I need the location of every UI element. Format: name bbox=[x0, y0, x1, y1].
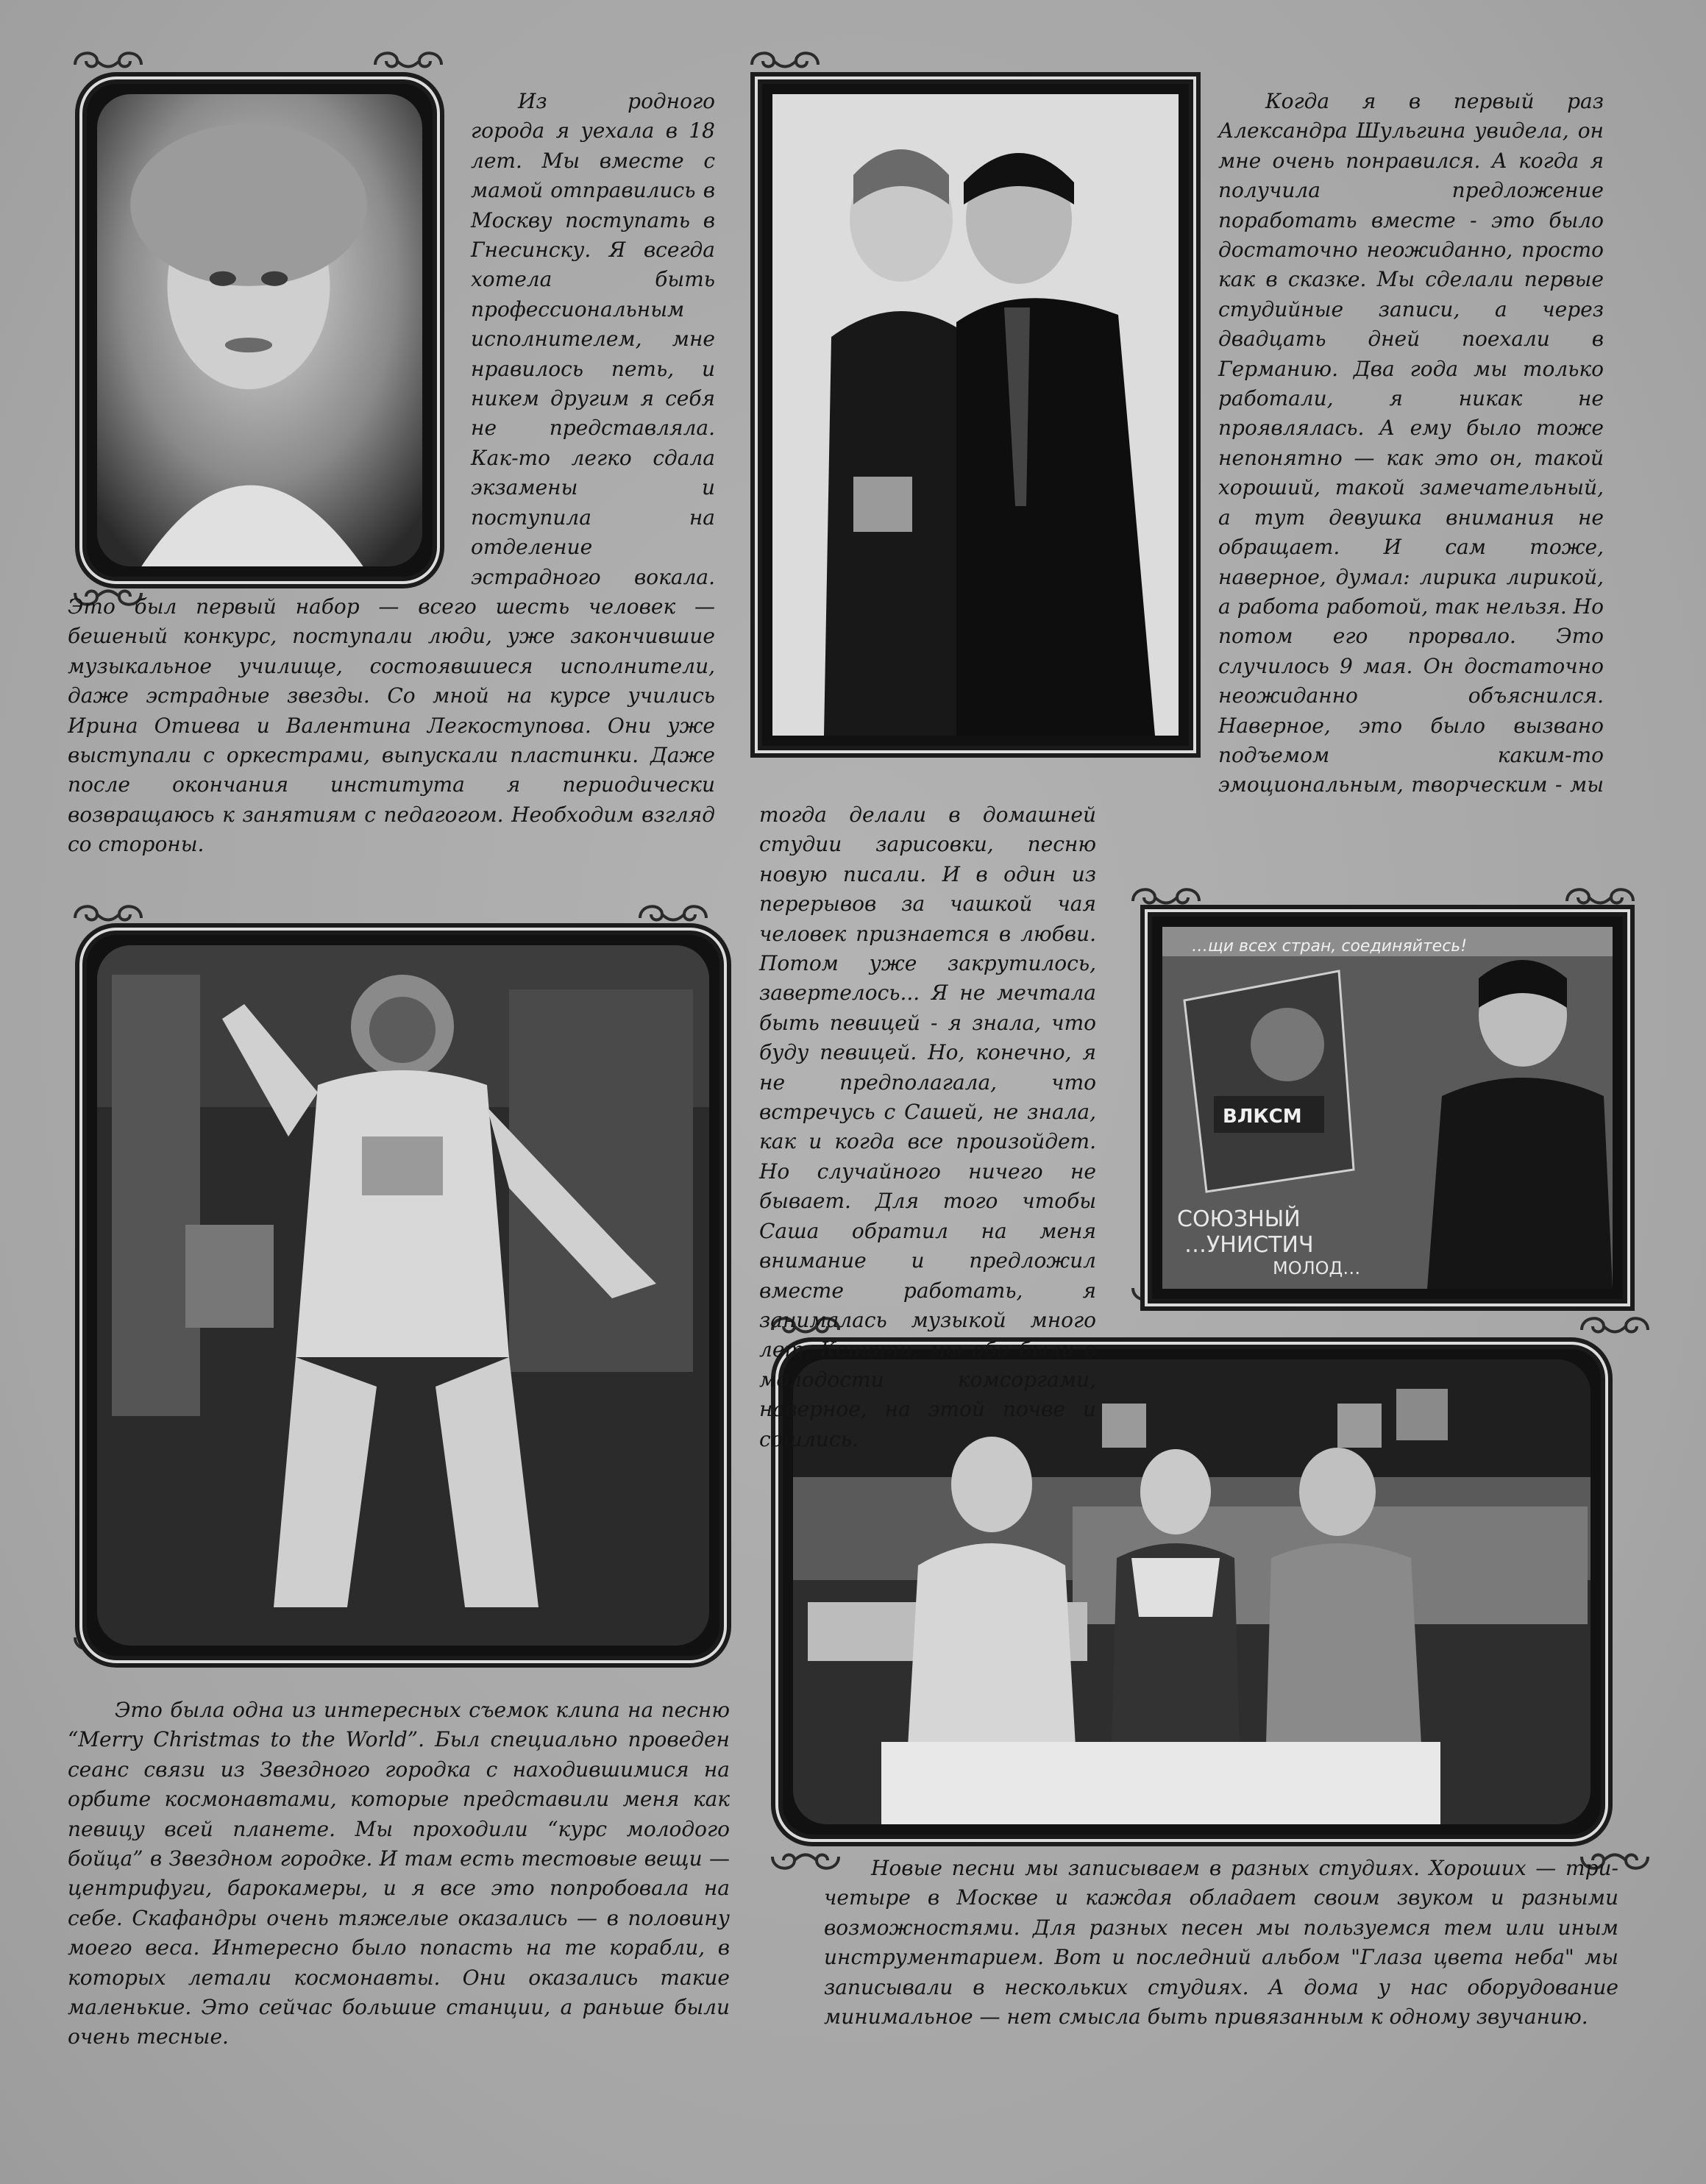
scroll-ornament-icon bbox=[68, 896, 149, 930]
article-paragraph: Новые песни мы записываем в разных студиях. Хороших — три-четыре в Москве и каждая обладает своим звуком и разными возможностями. Для разных песен мы пользуемся тем или иным инструментарием. Вот и последний альбом "Глаза цвета неба" мы записывали в нескольких студиях. А дома у нас оборудование минимальное — нет смысла быть привязанным к одному звучанию. bbox=[824, 1856, 1618, 2030]
float-spacer bbox=[759, 87, 1218, 800]
banner-text-3: МОЛОД… bbox=[1273, 1258, 1361, 1278]
scroll-ornament-icon bbox=[633, 896, 714, 930]
scroll-ornament-icon bbox=[368, 43, 449, 77]
banner-slogan: …щи всех стран, соединяйтесь! bbox=[1192, 937, 1468, 956]
spacesuit-photo bbox=[82, 931, 724, 1660]
article-paragraph: Это была одна из интересных съемок клипа на песню “Merry Christmas to the World”. Был специально проведен сеанс связи из Звездного городка с находившимися на орбите космонавтами, которые представили меня как певицу всей планете. Мы проходили “курс молодого бойца” в Звездном городке. И там есть тестовые вещи — центрифуги, барокамеры, и я все это попробовала на себе. Скафандры очень тяжелые оказались — в половину моего веса. Интересно было попасть на те корабли, в которых летали космонавты. Они оказались такие маленькие. Это сейчас большие станции, а раньше были очень тесные. bbox=[68, 1698, 730, 2049]
banner-text-2: …УНИСТИЧ bbox=[1184, 1232, 1314, 1258]
article-paragraph: Когда я в первый раз Александра Шульгина увидела, он мне очень понравился. А когда я получила предложение поработать вместе - это было достаточно неожиданно, просто как в сказке. Мы сделали первые студийные записи, а через двадцать дней поехали в Германию. Два года мы только работали, я никак не проявлялась. А ему было тоже непонятно — как это он, такой хороший, такой замечательный, а тут девушка внимания не обращает. И сам тоже, наверное, думал: лирика лирикой, а работа работой, так нельзя. Но потом его прорвало. Это случилось 9 мая. Он достаточно неожиданно объяснился. Наверное, это было вызвано подъемом каким-то эмоциональным, творческим - мы тогда делали в домашней студии зарисовки, песню новую писали. И в один из перерывов за чашкой чая человек признается в любви. Потом уже закрутилось, завертелось... Я не мечтала быть певицей - я знала, что буду певицей. Но, конечно, я не предполагала, что встречусь с Сашей, не знала, как и когда все произойдет. Но случайного ничего не бывает. Для того чтобы Саша обратил на меня внимание и предложил вместе работать, я занималась музыкой много лет. Кстати, мы оба были в молодости комсоргами, наверное, на этой почве и сошлись. bbox=[759, 89, 1604, 1451]
scroll-ornament-icon bbox=[744, 43, 825, 77]
banner-text-1: СОЮЗНЫЙ bbox=[1177, 1206, 1301, 1232]
article-text-block-1 bbox=[68, 87, 715, 860]
article-paragraph: Из родного города я уехала в 18 лет. Мы вместе с мамой отправились в Москву поступать в Гнесинску. Я всегда хотела быть профессиональным исполнителем, мне нравилось петь, и никем другим я себя не представляла. Как-то легко сдала экзамены и поступила на отделение эстрадного вокала. Это был первый набор — всего шесть человек — бешеный конкурс, поступали люди, уже закончившие музыкальное училище, состоявшиеся исполнители, даже эстрадные звезды. Со мной на курсе учились Ирина Отиева и Валентина Легкоступова. Они уже выступали с оркестрами, выпускали пластинки. Даже после окончания института я периодически возвращаюсь к занятиям с педагогом. Необходим взгляд со стороны. bbox=[68, 89, 715, 857]
article-text-block-4 bbox=[824, 1854, 1618, 2032]
float-spacer bbox=[68, 87, 471, 589]
article-text-block-3 bbox=[68, 1696, 730, 2052]
banner-badge: ВЛКСМ bbox=[1223, 1106, 1302, 1128]
article-text-block-2 bbox=[759, 87, 1604, 2063]
scroll-ornament-icon bbox=[68, 43, 149, 77]
